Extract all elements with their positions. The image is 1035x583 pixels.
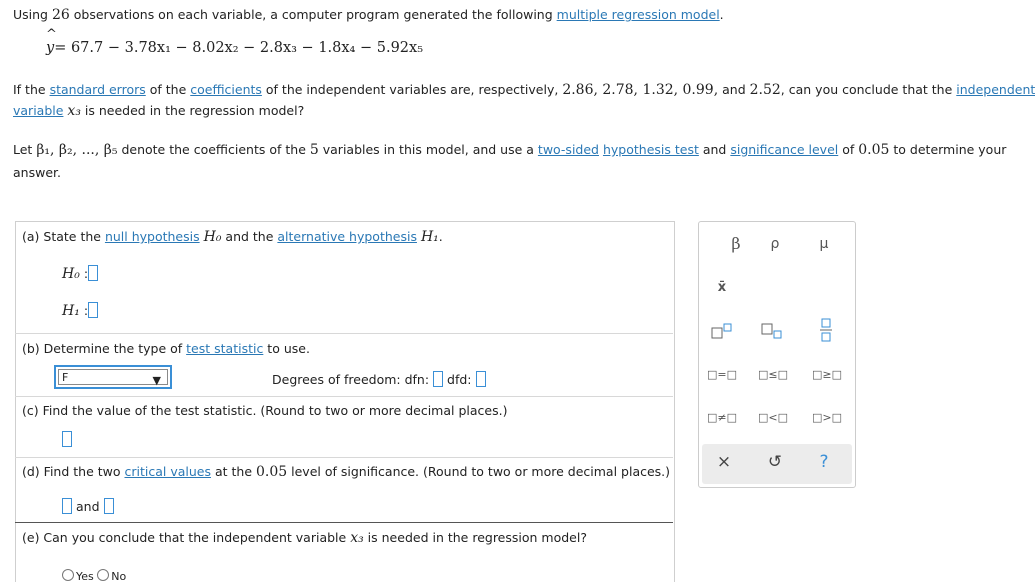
h0-label: H₀ [62, 266, 80, 282]
dfd-input[interactable] [476, 371, 486, 387]
se-value-5: 2.52 [749, 82, 781, 98]
se-values: 2.86, 2.78, 1.32, 0.99, [562, 82, 719, 98]
part-b-prompt: (b) Determine the type of test statistic to use. [22, 341, 310, 356]
part-c-prompt: (c) Find the value of the test statistic. (Round to two or more decimal places.) [22, 403, 508, 418]
part-d-prompt: (d) Find the two critical values at the 0.05 level of significance. (Round to two or more decimal places.) [22, 464, 671, 480]
fraction-button[interactable] [819, 318, 833, 345]
part-c-answer [62, 431, 72, 447]
less-equal-button[interactable]: □≤□ [757, 368, 788, 381]
greater-equal-button[interactable]: □≥□ [811, 368, 842, 381]
divider [15, 333, 673, 334]
h0-input[interactable] [88, 265, 98, 281]
select-value: F [62, 371, 69, 384]
divider [15, 396, 673, 397]
critical-values-link[interactable]: critical values [124, 464, 211, 479]
h0-row: H₀ : [62, 265, 98, 282]
test-statistic-input[interactable] [62, 431, 72, 447]
text: . [719, 7, 724, 22]
multiple-regression-link[interactable]: multiple regression model [556, 7, 720, 22]
help-icon[interactable]: ? [819, 452, 829, 472]
critical-value-1-input[interactable] [62, 498, 72, 514]
text: Using [13, 7, 52, 22]
critical-value-2-input[interactable] [104, 498, 114, 514]
two-sided-link[interactable]: two-sided [537, 142, 599, 157]
superscript-button[interactable] [711, 323, 737, 342]
intro-line-2: If the standard errors of the coefficients of the independent variables are, respectively, 2.86, 2.78, 1.32, 0.99, and 2.52, can you conclude that the independent [13, 82, 1035, 98]
standard-errors-link[interactable]: standard errors [49, 82, 146, 97]
mu-button[interactable]: μ [819, 236, 829, 252]
intro-line-1 [13, 7, 724, 23]
xbar-button[interactable]: x̄ [717, 280, 727, 295]
question-panel [15, 221, 675, 582]
subscript-button[interactable] [761, 323, 787, 342]
coefficients-link[interactable]: coefficients [190, 82, 262, 97]
part-a-prompt: (a) State the null hypothesis H₀ and the alternative hypothesis H₁. [22, 229, 443, 245]
greater-than-button[interactable]: □>□ [811, 411, 842, 424]
h1-label: H₁ [62, 303, 80, 319]
math-palette [698, 221, 856, 488]
divider [15, 522, 673, 523]
hypothesis-test-link[interactable]: hypothesis test [602, 142, 699, 157]
divider [15, 457, 673, 458]
dropdown-arrow-icon: ▼ [152, 374, 161, 387]
h1-input[interactable] [88, 302, 98, 318]
undo-icon[interactable]: ↺ [767, 452, 783, 472]
dof-row: Degrees of freedom: dfn: dfd: [272, 371, 486, 387]
intro-line-2b: variable x₃ is needed in the regression model? [13, 103, 305, 119]
no-radio[interactable] [97, 569, 109, 581]
independent-variable-link[interactable]: independent [956, 82, 1035, 97]
equation-terms: = 67.7 − 3.78x₁ − 8.02x₂ − 2.8x₃ − 1.8x₄ − 5.92x₅ [54, 40, 424, 56]
equal-button[interactable]: □=□ [706, 368, 737, 381]
independent-variable-link-2[interactable]: variable [13, 103, 64, 118]
not-equal-button[interactable]: □≠□ [706, 411, 737, 424]
regression-equation [46, 27, 424, 56]
x3: x₃ [67, 103, 81, 119]
betas: β₁, β₂, ..., β₅ [36, 142, 118, 158]
rho-button[interactable]: ρ [770, 236, 780, 252]
significance-level-link[interactable]: significance level [730, 142, 839, 157]
yes-radio[interactable] [62, 569, 74, 581]
h1-row: H₁ : [62, 302, 98, 319]
dfn-input[interactable] [433, 371, 443, 387]
clear-icon[interactable]: × [716, 452, 732, 472]
part-e-prompt: (e) Can you conclude that the independent variable x₃ is needed in the regression model? [22, 530, 587, 546]
test-statistic-link[interactable]: test statistic [186, 341, 264, 356]
test-type-select[interactable] [54, 365, 172, 389]
y-hat: ^ y [46, 27, 57, 56]
less-than-button[interactable]: □<□ [757, 411, 788, 424]
obs-count: 26 [51, 7, 70, 23]
part-d-answer: and [62, 498, 114, 514]
intro-line-3: Let β₁, β₂, ..., β₅ denote the coefficients of the 5 variables in this model, and use a two-sided hypothesis test and significance level of 0.05 to determine your [13, 142, 1007, 158]
part-e-options: Yes No [62, 569, 126, 583]
beta-button[interactable]: β [731, 234, 741, 253]
intro-line-3b: answer. [13, 165, 61, 180]
null-hypothesis-link[interactable]: null hypothesis [104, 229, 200, 244]
text: observations on each variable, a computer program generated the following [69, 7, 557, 22]
alternative-hypothesis-link[interactable]: alternative hypothesis [277, 229, 417, 244]
